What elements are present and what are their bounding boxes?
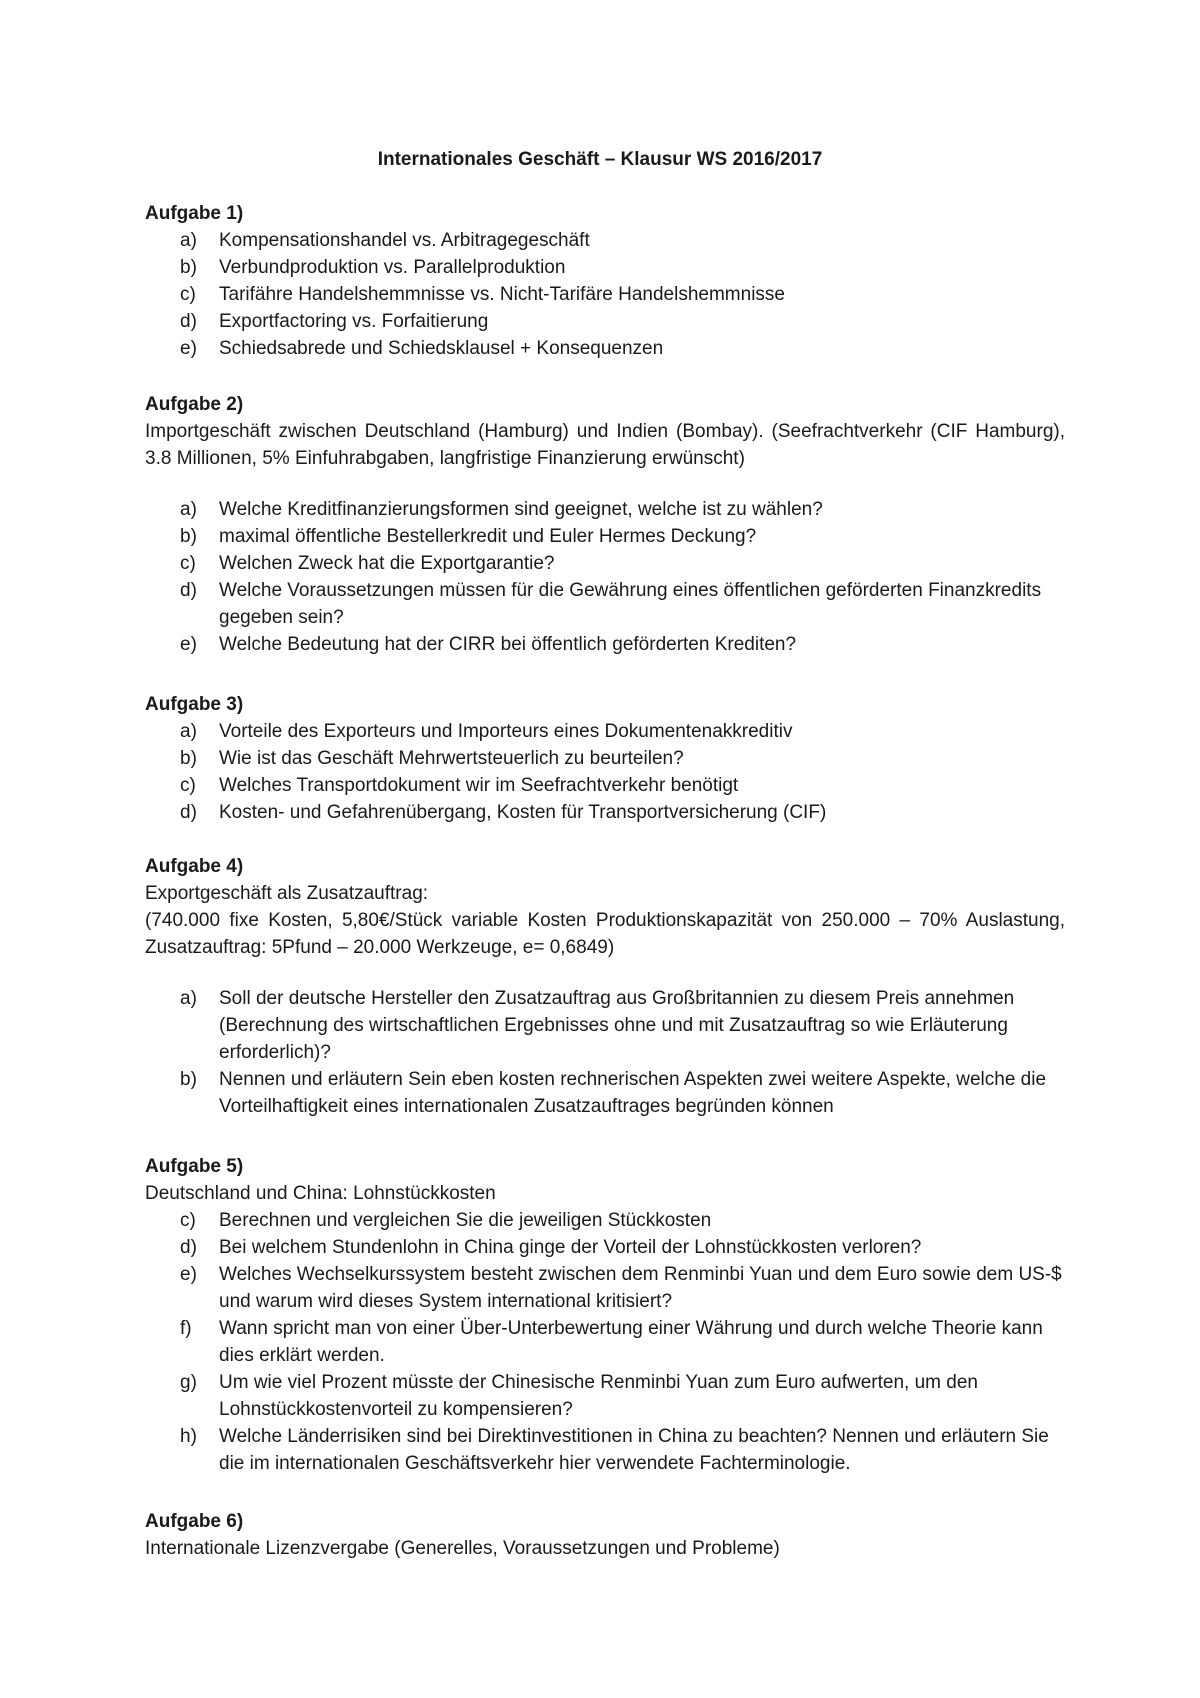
- section-intro: Exportgeschäft als Zusatzauftrag:: [145, 883, 429, 904]
- section-heading: Aufgabe 5): [145, 1156, 244, 1177]
- list-item: [145, 1315, 1065, 1369]
- item-text: Wann spricht man von einer Über-Unterbewertung einer Währung und durch welche Theorie kann dies erklärt werden.: [219, 1318, 1043, 1366]
- item-text: Verbundproduktion vs. Parallelproduktion: [219, 257, 566, 278]
- section-aufgabe-3: [145, 691, 1065, 826]
- section-heading: Aufgabe 3): [145, 694, 244, 715]
- section-aufgabe-6: [145, 1508, 1065, 1562]
- item-label: c): [180, 553, 196, 574]
- item-list: [145, 227, 1065, 362]
- section-intro: Deutschland und China: Lohnstückkosten: [145, 1183, 496, 1204]
- item-label: c): [180, 284, 196, 305]
- item-label: e): [180, 338, 197, 359]
- item-text: Bei welchem Stundenlohn in China ginge der Vorteil der Lohnstückkosten verloren?: [219, 1237, 922, 1258]
- item-label: b): [180, 1069, 197, 1090]
- section-heading: Aufgabe 4): [145, 856, 244, 877]
- section-aufgabe-4: [145, 853, 1065, 1120]
- item-text: Kompensationshandel vs. Arbitragegeschäft: [219, 230, 590, 251]
- list-item: [145, 1369, 1065, 1423]
- section-intro: Internationale Lizenzvergabe (Generelles, Voraussetzungen und Probleme): [145, 1538, 780, 1559]
- list-item: [145, 1234, 1065, 1261]
- item-label: c): [180, 775, 196, 796]
- item-text: Schiedsabrede und Schiedsklausel + Konsequenzen: [219, 338, 664, 359]
- item-text: Welches Wechselkurssystem besteht zwischen dem Renminbi Yuan und dem Euro sowie dem US-$ und warum wird dieses System international kritisiert?: [219, 1264, 1062, 1312]
- item-label: b): [180, 526, 197, 547]
- list-item: [145, 631, 1065, 658]
- item-label: g): [180, 1372, 197, 1393]
- section-aufgabe-2: [145, 391, 1065, 658]
- section-heading: Aufgabe 1): [145, 203, 244, 224]
- item-text: Welches Transportdokument wir im Seefrachtverkehr benötigt: [219, 775, 739, 796]
- list-item: [145, 799, 1065, 826]
- item-text: Welche Länderrisiken sind bei Direktinvestitionen in China zu beachten? Nennen und erläutern Sie die im internationalen Geschäftsverkehr hier verwendete Fachterminologie.: [219, 1426, 1049, 1474]
- list-item: [145, 335, 1065, 362]
- item-text: maximal öffentliche Bestellerkredit und Euler Hermes Deckung?: [219, 526, 757, 547]
- section-intro-details: (740.000 fixe Kosten, 5,80€/Stück variable Kosten Produktionskapazität von 250.000 – 70% Auslastung, Zusatzauftrag: 5Pfund – 20.000 Werkzeuge, e= 0,6849): [145, 910, 1065, 958]
- list-item: [145, 523, 1065, 550]
- list-item: [145, 1261, 1065, 1315]
- list-item: [145, 496, 1065, 523]
- list-item: [145, 1207, 1065, 1234]
- item-text: Welche Bedeutung hat der CIRR bei öffentlich geförderten Krediten?: [219, 634, 797, 655]
- list-item: [145, 985, 1065, 1066]
- item-label: e): [180, 1264, 197, 1285]
- item-label: a): [180, 721, 197, 742]
- list-item: [145, 227, 1065, 254]
- item-text: Exportfactoring vs. Forfaitierung: [219, 311, 489, 332]
- list-item: [145, 772, 1065, 799]
- item-label: d): [180, 311, 197, 332]
- list-item: [145, 745, 1065, 772]
- item-label: d): [180, 580, 197, 601]
- item-list: [145, 496, 1065, 658]
- item-label: d): [180, 802, 197, 823]
- item-label: a): [180, 230, 197, 251]
- item-label: f): [180, 1318, 192, 1339]
- section-heading: Aufgabe 2): [145, 394, 244, 415]
- item-label: b): [180, 257, 197, 278]
- item-text: Nennen und erläutern Sein eben kosten rechnerischen Aspekten zwei weitere Aspekte, welche die Vorteilhaftigkeit eines internationalen Zusatzauftrages begründen können: [219, 1069, 1047, 1117]
- item-text: Soll der deutsche Hersteller den Zusatzauftrag aus Großbritannien zu diesem Preis annehmen (Berechnung des wirtschaftlichen Ergebnisses ohne und mit Zusatzauftrag so wie Erläuterung erforderlich)?: [219, 988, 1015, 1063]
- item-text: Welchen Zweck hat die Exportgarantie?: [219, 553, 555, 574]
- section-aufgabe-1: [145, 200, 1065, 362]
- list-item: [145, 281, 1065, 308]
- item-list: [145, 985, 1065, 1120]
- item-label: a): [180, 988, 197, 1009]
- section-aufgabe-5: [145, 1153, 1065, 1477]
- item-label: b): [180, 748, 197, 769]
- item-text: Welche Kreditfinanzierungsformen sind geeignet, welche ist zu wählen?: [219, 499, 823, 520]
- list-item: [145, 308, 1065, 335]
- item-label: d): [180, 1237, 197, 1258]
- item-text: Vorteile des Exporteurs und Importeurs eines Dokumentenakkreditiv: [219, 721, 793, 742]
- section-intro: Importgeschäft zwischen Deutschland (Hamburg) und Indien (Bombay). (Seefrachtverkehr (CIF Hamburg), 3.8 Millionen, 5% Einfuhrabgaben, langfristige Finanzierung erwünscht): [145, 421, 1065, 469]
- item-text: Wie ist das Geschäft Mehrwertsteuerlich zu beurteilen?: [219, 748, 684, 769]
- section-heading: Aufgabe 6): [145, 1511, 244, 1532]
- list-item: [145, 550, 1065, 577]
- item-label: a): [180, 499, 197, 520]
- list-item: [145, 1066, 1065, 1120]
- item-text: Kosten- und Gefahrenübergang, Kosten für Transportversicherung (CIF): [219, 802, 827, 823]
- item-label: h): [180, 1426, 197, 1447]
- list-item: [145, 577, 1065, 631]
- item-list: [145, 718, 1065, 826]
- item-label: c): [180, 1210, 196, 1231]
- document-title: Internationales Geschäft – Klausur WS 2016/2017: [377, 149, 823, 170]
- item-list: [145, 1207, 1065, 1477]
- list-item: [145, 1423, 1065, 1477]
- list-item: [145, 254, 1065, 281]
- item-text: Welche Voraussetzungen müssen für die Gewährung eines öffentlichen geförderten Finanzkredits gegeben sein?: [219, 580, 1042, 628]
- item-label: e): [180, 634, 197, 655]
- item-text: Um wie viel Prozent müsste der Chinesische Renminbi Yuan zum Euro aufwerten, um den Lohnstückkostenvorteil zu kompensieren?: [219, 1372, 978, 1420]
- item-text: Tarifähre Handelshemmnisse vs. Nicht-Tarifäre Handelshemmnisse: [219, 284, 785, 305]
- item-text: Berechnen und vergleichen Sie die jeweiligen Stückkosten: [219, 1210, 712, 1231]
- list-item: [145, 718, 1065, 745]
